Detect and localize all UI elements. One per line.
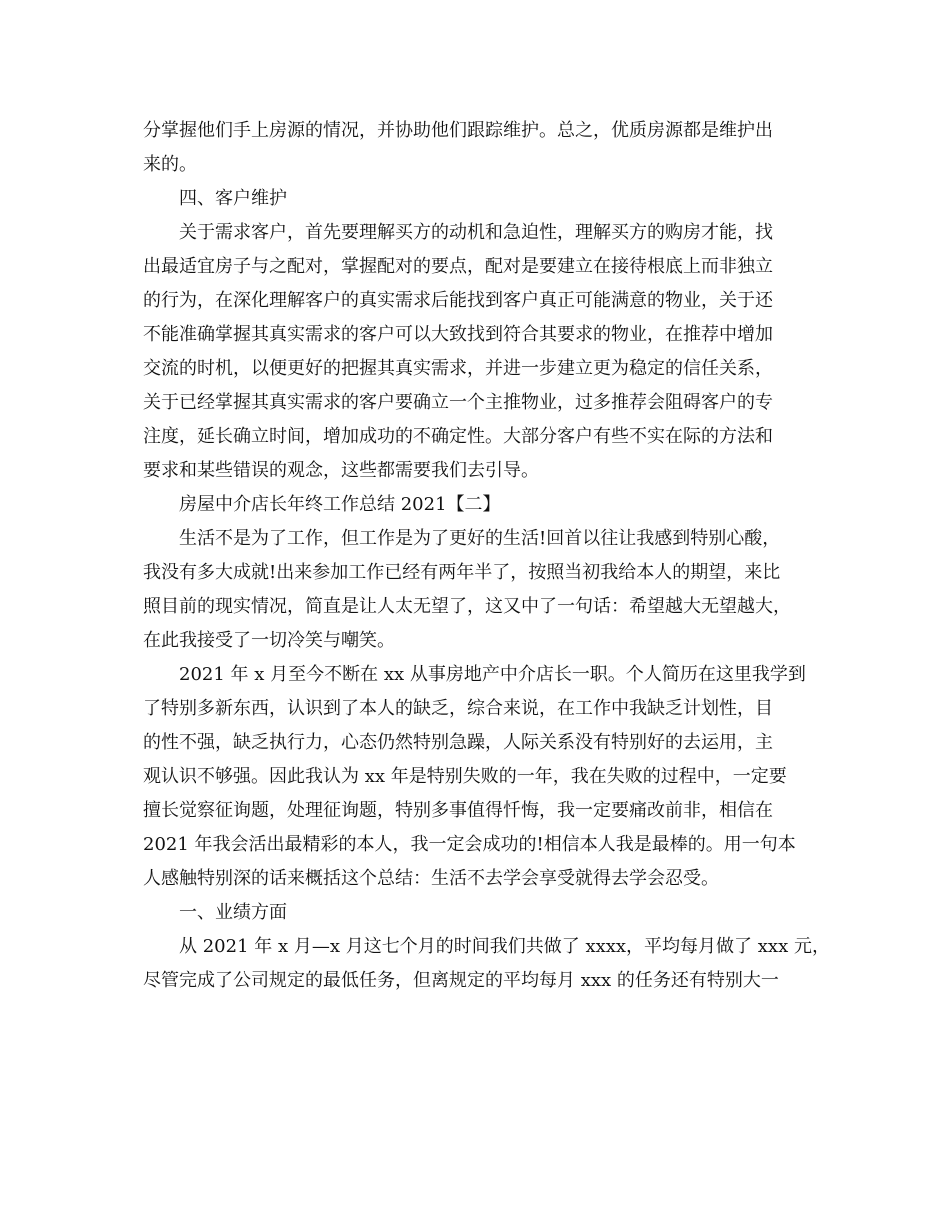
text-line: 房屋中介店长年终工作总结 2021【二】 [179, 494, 501, 515]
text-line: 照目前的现实情况，简直是让人太无望了，这又中了一句话：希望越大无望越大， [143, 596, 791, 617]
text-line: 关于需求客户，首先要理解买方的动机和急迫性，理解买方的购房才能，找 [179, 222, 773, 243]
text-line: 我没有多大成就!出来参加工作已经有两年半了，按照当初我给本人的期望，来比 [143, 562, 781, 583]
document-body [143, 114, 830, 998]
text-line: 分掌握他们手上房源的情况，并协助他们跟踪维护。总之，优质房源都是维护出 [143, 120, 773, 141]
text-line: 要求和某些错误的观念，这些都需要我们去引导。 [143, 460, 539, 481]
text-line: 的性不强，缺乏执行力，心态仍然特别急躁，人际关系没有特别好的去运用，主 [143, 732, 773, 753]
text-line: 2021 年我会活出最精彩的本人，我一定会成功的!相信本人我是最棒的。用一句本 [143, 834, 796, 855]
text-line: 擅长觉察征询题，处理征询题，特别多事值得忏悔，我一定要痛改前非，相信在 [143, 800, 773, 821]
text-line: 2021 年 x 月至今不断在 xx 从事房地产中介店长一职。个人简历在这里我学到 [179, 664, 806, 685]
text-line: 交流的时机，以便更好的把握其真实需求，并进一步建立更为稳定的信任关系， [143, 358, 773, 379]
text-line: 注度，延长确立时间，增加成功的不确定性。大部分客户有些不实在际的方法和 [143, 426, 773, 447]
text-line: 的行为，在深化理解客户的真实需求后能找到客户真正可能满意的物业，关于还 [143, 290, 773, 311]
text-line: 一、业绩方面 [179, 902, 287, 923]
text-line: 四、客户维护 [179, 188, 287, 209]
text-line: 来的。 [143, 154, 197, 175]
text-line: 从 2021 年 x 月—x 月这七个月的时间我们共做了 xxxx，平均每月做了 xxx 元， [179, 936, 830, 957]
text-line: 了特别多新东西，认识到了本人的缺乏，综合来说，在工作中我缺乏计划性，目 [143, 698, 773, 719]
text-line: 不能准确掌握其真实需求的客户可以大致找到符合其要求的物业，在推荐中增加 [143, 324, 773, 345]
text-line: 观认识不够强。因此我认为 xx 年是特别失败的一年，我在失败的过程中，一定要 [143, 766, 787, 787]
text-line: 出最适宜房子与之配对，掌握配对的要点，配对是要建立在接待根底上而非独立 [143, 256, 773, 277]
text-line: 尽管完成了公司规定的最低任务，但离规定的平均每月 xxx 的任务还有特别大一 [143, 970, 779, 991]
text-line: 生活不是为了工作，但工作是为了更好的生活!回首以往让我感到特别心酸， [179, 528, 781, 549]
text-line: 关于已经掌握其真实需求的客户要确立一个主推物业，过多推荐会阻碍客户的专 [143, 392, 773, 413]
text-line: 人感触特别深的话来概括这个总结：生活不去学会享受就得去学会忍受。 [143, 868, 719, 889]
text-line: 在此我接受了一切冷笑与嘲笑。 [143, 630, 395, 651]
